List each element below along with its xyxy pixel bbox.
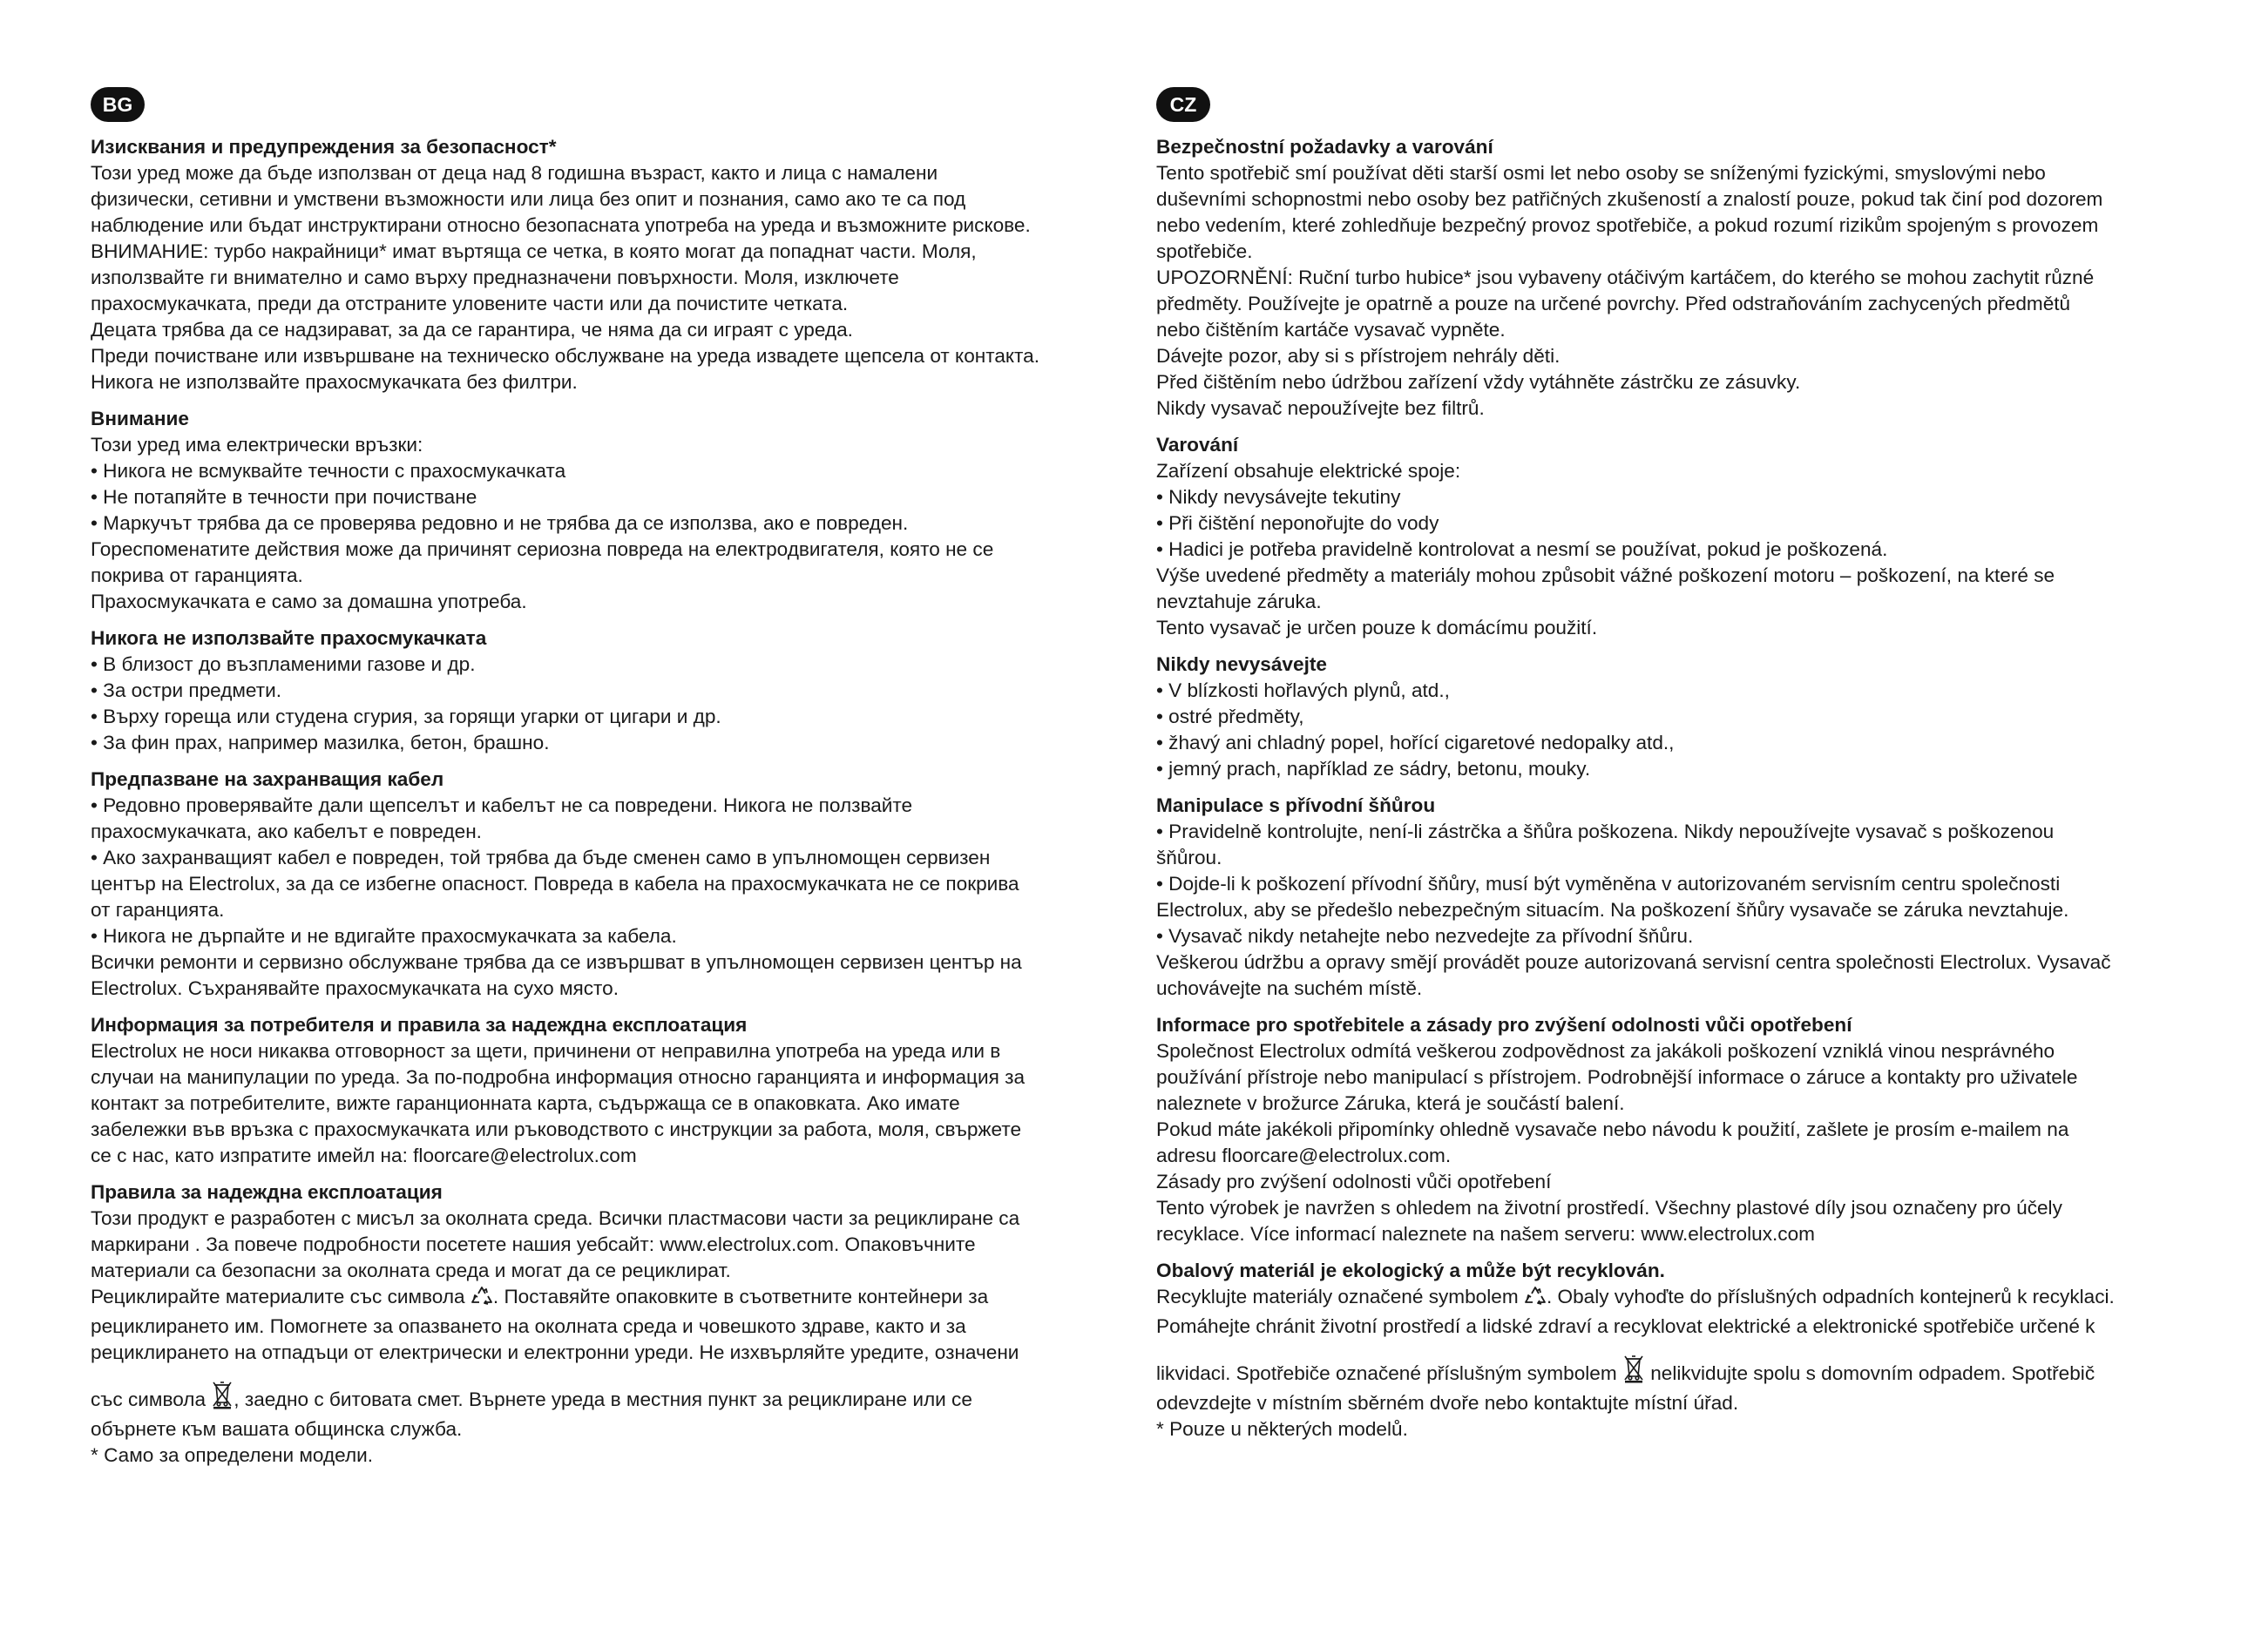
text-line: забележки във връзка с прахосмукачката или ръководството с инструкции за работа, моля, свържете xyxy=(91,1118,1022,1140)
section xyxy=(91,1012,1136,1169)
text-line: Никога не използвайте прахосмукачката без филтри. xyxy=(91,371,578,393)
text-line: duševními schopnostmi nebo osoby bez patřičných zkušeností a znalostí pouze, pokud tak činí pod dozorem xyxy=(1156,188,2103,210)
crossed-bin-icon xyxy=(211,1380,234,1416)
text-line: • Hadici je potřeba pravidelně kontrolovat a nesmí se používat, pokud je poškozená. xyxy=(1156,538,1888,560)
section xyxy=(91,625,1136,756)
text-line: Децата трябва да се надзирават, за да се гарантира, че няма да си играят с уреда. xyxy=(91,319,853,341)
text-line: • Маркучът трябва да се проверява редовно и не трябва да се използва, ако е повреден. xyxy=(91,512,909,534)
text-line: контакт за потребителите, вижте гаранционната карта, съдържаща се в опаковката. Ако имате xyxy=(91,1092,960,1114)
text-span: nelikvidujte spolu s domovním odpadem. Spotřebič xyxy=(1644,1362,2095,1384)
section-heading: Informace pro spotřebitele a zásady pro zvýšení odolnosti vůči opotřebení xyxy=(1156,1014,1852,1036)
section-heading: Bezpečnostní požadavky a varování xyxy=(1156,136,1493,158)
text-line: покрива от гаранцията. xyxy=(91,564,303,586)
text-line: • Pravidelně kontrolujte, není-li zástrčka a šňůra poškozena. Nikdy nepoužívejte vysavač s poškozenou xyxy=(1156,821,2055,842)
section xyxy=(1156,134,2202,422)
text-line: uchovávejte na suchém místě. xyxy=(1156,977,1423,999)
section xyxy=(91,406,1136,615)
text-line: Този уред може да бъде използван от деца над 8 годишна възраст, както и лица с намалени xyxy=(91,162,938,184)
text-line: Tento výrobek je navržen s ohledem na životní prostředí. Všechny plastové díly jsou označeny pro účely xyxy=(1156,1197,2062,1219)
text-line: център на Electrolux, за да се избегне опасност. Повреда в кабела на прахосмукачката не се покрива xyxy=(91,873,1019,895)
text-line: прахосмукачката, ако кабелът е повреден. xyxy=(91,821,482,842)
text-line: spotřebiče. xyxy=(1156,240,1253,262)
text-line: маркирани . За повече подробности посетете нашия уебсайт: www.electrolux.com. Опаковъчните xyxy=(91,1233,976,1255)
text-line: Electrolux не носи никаква отговорност за щети, причинени от неправилна употреба на уреда или в xyxy=(91,1040,1001,1062)
text-span: . Поставяйте опаковките в съответните контейнери за xyxy=(492,1286,989,1307)
text-line: Electrolux, aby se předešlo nebezpečným situacím. Na poškození šňůry vysavače se záruka nevztahuje. xyxy=(1156,899,2069,921)
text-span: със символа xyxy=(91,1388,212,1410)
text-line: Tento spotřebič smí používat děti starší osmi let nebo osoby se sníženými fyzickými, smyslovými nebo xyxy=(1156,162,2046,184)
text-line: Zařízení obsahuje elektrické spoje: xyxy=(1156,460,1461,482)
text-line: рециклирането им. Помогнете за опазването на околната среда и човешкото здраве, както и за xyxy=(91,1315,966,1337)
text-span: Рециклирайте материалите със символа xyxy=(91,1286,471,1307)
text-line: се с нас, като изпратите имейл на: floorcare@electrolux.com xyxy=(91,1145,637,1166)
section xyxy=(91,767,1136,1002)
recycle-icon xyxy=(1524,1286,1547,1314)
text-line: рециклирането на отпадъци от електрически и електронни уреди. Не изхвърляйте уредите, означени xyxy=(91,1341,1019,1363)
text-line: nebo vedením, které zohledňuje bezpečný provoz spotřebiče, a pokud rozumí rizikům spojeným s provozem xyxy=(1156,214,2099,236)
text-line: • Dojde-li k poškození přívodní šňůry, musí být vyměněna v autorizovaném servisním centru společnosti xyxy=(1156,873,2061,895)
text-line: физически, сетивни и умствени възможности или лица без опит и познания, само ако те са под xyxy=(91,188,966,210)
column-bg xyxy=(91,87,1136,1479)
text-line: • Ако захранващият кабел е повреден, той трябва да бъде сменен само в упълномощен сервизен xyxy=(91,847,991,868)
text-line: • Върху гореща или студена сгурия, за горящи угарки от цигари и др. xyxy=(91,706,721,727)
section-heading: Изисквания и предупреждения за безопасност* xyxy=(91,136,557,158)
text-line: • В близост до възпламеними газове и др. xyxy=(91,653,476,675)
text-line: Nikdy vysavač nepoužívejte bez filtrů. xyxy=(1156,397,1485,419)
text-line: Dávejte pozor, aby si s přístrojem nehrály děti. xyxy=(1156,345,1561,367)
text-line: Výše uvedené předměty a materiály mohou způsobit vážné poškození motoru – poškození, na které se xyxy=(1156,564,2055,586)
text-line: случаи на манипулации по уреда. За по-подробна информация относно гаранцията и информация за xyxy=(91,1066,1026,1088)
section-heading: Информация за потребителя и правила за надеждна експлоатация xyxy=(91,1014,748,1036)
recycle-line xyxy=(91,1284,1136,1314)
text-line: • За фин прах, например мазилка, бетон, брашно. xyxy=(91,732,550,753)
text-line: • Při čištění neponořujte do vody xyxy=(1156,512,1439,534)
section xyxy=(1156,793,2202,1002)
text-line: odevzdejte v místním sběrném dvoře nebo kontaktujte místní úřad. xyxy=(1156,1392,1739,1414)
section-heading: Nikdy nevysávejte xyxy=(1156,653,1327,675)
language-badge-cz: CZ xyxy=(1156,87,1210,122)
text-line: naleznete v brožurce Záruka, která je součástí balení. xyxy=(1156,1092,1625,1114)
text-line: nevztahuje záruka. xyxy=(1156,591,1322,612)
sections-cz xyxy=(1156,134,2202,1442)
section xyxy=(1156,652,2202,782)
text-line: Гореспоменатите действия може да причинят сериозна повреда на електродвигателя, която не се xyxy=(91,538,994,560)
text-line: • žhavý ani chladný popel, hořící cigaretové nedopalky atd., xyxy=(1156,732,1675,753)
text-line: * Само за определени модели. xyxy=(91,1444,374,1466)
text-line: използвайте ги внимателно и само върху предназначени повърхности. Моля, изключете xyxy=(91,267,899,288)
text-line: Před čištěním nebo údržbou zařízení vždy vytáhněte zástrčku ze zásuvky. xyxy=(1156,371,1801,393)
text-line: ВНИМАНИЕ: турбо накрайници* имат въртяща се четка, в която могат да попаднат части. Моля, xyxy=(91,240,977,262)
section xyxy=(1156,1258,2202,1442)
text-span: , заедно с битовата смет. Върнете уреда в местния пункт за рециклиране или се xyxy=(234,1388,972,1410)
section xyxy=(1156,1012,2202,1247)
text-line: Pokud máte jakékoli připomínky ohledně vysavače nebo návodu k použití, zašlete je prosím e-mailem na xyxy=(1156,1118,2069,1140)
section xyxy=(91,134,1136,395)
text-line: материали са безопасни за околната среда и могат да се рециклират. xyxy=(91,1260,731,1281)
text-line: • Никога не дърпайте и не вдигайте прахосмукачката за кабела. xyxy=(91,925,677,947)
text-line: Zásady pro zvýšení odolnosti vůči opotřebení xyxy=(1156,1171,1552,1192)
text-line: • За остри предмети. xyxy=(91,679,281,701)
text-line: • V blízkosti hořlavých plynů, atd., xyxy=(1156,679,1450,701)
text-line: от гаранцията. xyxy=(91,899,225,921)
language-badge-bg: BG xyxy=(91,87,145,122)
weee-line xyxy=(91,1380,1136,1416)
text-line: Този уред има електрически връзки: xyxy=(91,434,423,456)
text-span: Recyklujte materiály označené symbolem xyxy=(1156,1286,1524,1307)
weee-line xyxy=(1156,1354,2202,1390)
section-heading: Obalový materiál je ekologický a může být recyklován. xyxy=(1156,1260,1665,1281)
text-line: • Vysavač nikdy netahejte nebo nezvedejte za přívodní šňůru. xyxy=(1156,925,1694,947)
sections-bg xyxy=(91,134,1136,1469)
text-line: прахосмукачката, преди да отстраните уловените части или да почистите четката. xyxy=(91,293,849,314)
text-line: • Никога не всмуквайте течности с прахосмукачката xyxy=(91,460,566,482)
section-heading: Правила за надеждна експлоатация xyxy=(91,1181,443,1203)
text-span: likvidaci. Spotřebiče označené příslušným symbolem xyxy=(1156,1362,1622,1384)
text-line: Veškerou údržbu a opravy smějí provádět pouze autorizovaná servisní centra společnosti Electrolux. Vysavač xyxy=(1156,951,2111,973)
section-heading: Предпазване на захранващия кабел xyxy=(91,768,444,790)
text-line: обърнете към вашата общинска служба. xyxy=(91,1418,463,1440)
section-heading: Никога не използвайте прахосмукачката xyxy=(91,627,487,649)
text-line: наблюдение или бъдат инструктирани относно безопасната употреба на уреда и възможните рискове. xyxy=(91,214,1031,236)
text-line: • Редовно проверявайте дали щепселът и кабелът не са повредени. Никога не ползвайте xyxy=(91,794,913,816)
text-line: Electrolux. Съхранявайте прахосмукачката на сухо място. xyxy=(91,977,619,999)
text-line: Pomáhejte chránit životní prostředí a lidské zdraví a recyklovat elektrické a elektronické spotřebiče určené k xyxy=(1156,1315,2095,1337)
text-line: Всички ремонти и сервизно обслужване трябва да се извършват в упълномощен сервизен център на xyxy=(91,951,1022,973)
text-line: šňůrou. xyxy=(1156,847,1222,868)
text-line: Прахосмукачката е само за домашна употреба. xyxy=(91,591,527,612)
text-line: • jemný prach, například ze sádry, betonu, mouky. xyxy=(1156,758,1591,780)
text-line: předměty. Používejte je opatrně a pouze na určené povrchy. Před odstraňováním zachycených předmětů xyxy=(1156,293,2071,314)
recycle-line xyxy=(1156,1284,2202,1314)
text-span: . Obaly vyhoďte do příslušných odpadních kontejnerů k recyklaci. xyxy=(1546,1286,2115,1307)
section-heading: Manipulace s přívodní šňůrou xyxy=(1156,794,1436,816)
text-line: recyklace. Více informací naleznete na našem serveru: www.electrolux.com xyxy=(1156,1223,1815,1245)
text-line: UPOZORNĚNÍ: Ruční turbo hubice* jsou vybaveny otáčivým kartáčem, do kterého se mohou zachytit různé xyxy=(1156,267,2095,288)
column-cz xyxy=(1156,87,2202,1453)
text-line: Tento vysavač je určen pouze k domácímu použití. xyxy=(1156,617,1598,638)
recycle-icon xyxy=(471,1286,493,1314)
text-line: Този продукт е разработен с мисъл за околната среда. Всички пластмасови части за рециклиране са xyxy=(91,1207,1020,1229)
section xyxy=(1156,432,2202,641)
text-line: Преди почистване или извършване на техническо обслужване на уреда извадете щепсела от контакта. xyxy=(91,345,1039,367)
section xyxy=(91,1179,1136,1469)
crossed-bin-icon xyxy=(1622,1354,1645,1390)
text-line: • Не потапяйте в течности при почистване xyxy=(91,486,477,508)
section-heading: Внимание xyxy=(91,408,189,429)
section-heading: Varování xyxy=(1156,434,1239,456)
text-line: * Pouze u některých modelů. xyxy=(1156,1418,1408,1440)
text-line: používání přístroje nebo manipulací s přístrojem. Podrobnější informace o záruce a kontakty pro uživatele xyxy=(1156,1066,2078,1088)
text-line: Společnost Electrolux odmítá veškerou zodpovědnost za jakákoli poškození vzniklá vinou nesprávného xyxy=(1156,1040,2055,1062)
text-line: • ostré předměty, xyxy=(1156,706,1304,727)
text-line: • Nikdy nevysávejte tekutiny xyxy=(1156,486,1401,508)
text-line: nebo čištěním kartáče vysavač vypněte. xyxy=(1156,319,1506,341)
text-line: adresu floorcare@electrolux.com. xyxy=(1156,1145,1452,1166)
